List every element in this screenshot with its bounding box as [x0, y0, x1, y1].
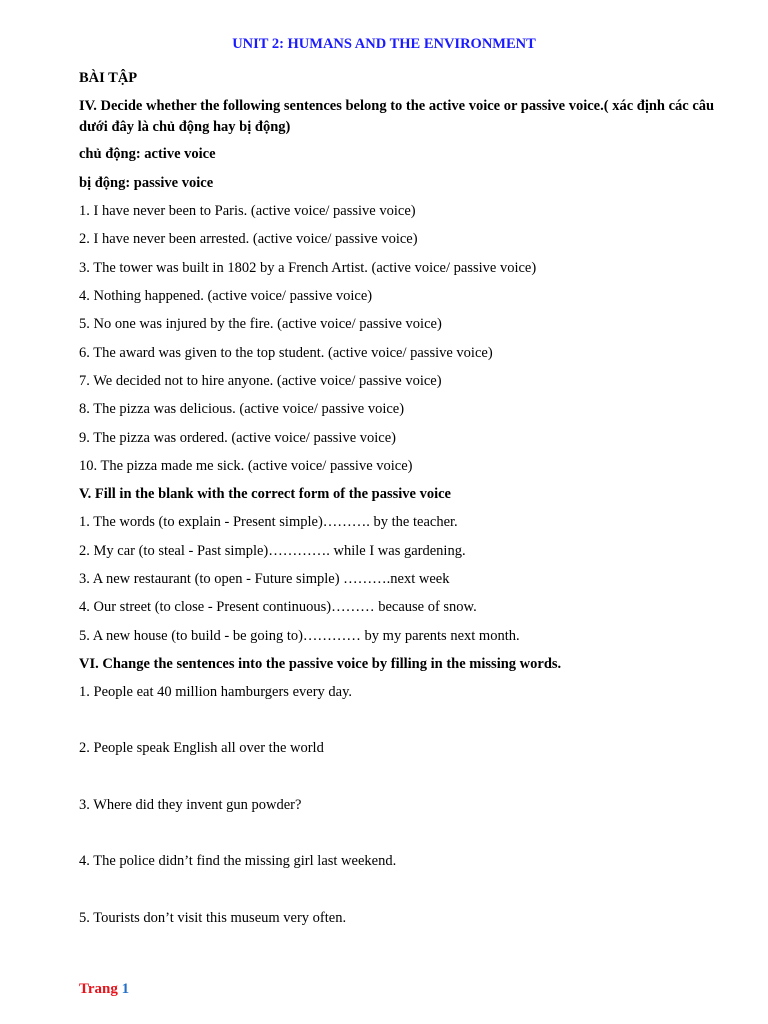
section-4-item: 6. The award was given to the top student. (active voice/ passive voice) — [79, 345, 493, 361]
legend-passive: bị động: passive voice — [79, 175, 214, 191]
section-5-item: 2. My car (to steal - Past simple)…………. while I was gardening. — [79, 543, 466, 559]
section-6-item: 3. Where did they invent gun powder? — [79, 797, 302, 813]
section-4-item: 9. The pizza was ordered. (active voice/ passive voice) — [79, 430, 396, 446]
section-6-item: 1. People eat 40 million hamburgers every day. — [79, 684, 353, 700]
section-5-heading: V. Fill in the blank with the correct form of the passive voice — [79, 486, 451, 502]
section-4-item: 10. The pizza made me sick. (active voice/ passive voice) — [79, 458, 413, 474]
exercise-heading: BÀI TẬP — [79, 70, 138, 86]
section-6-heading: VI. Change the sentences into the passive voice by filling in the missing words. — [79, 656, 562, 672]
section-4-item: 3. The tower was built in 1802 by a French Artist. (active voice/ passive voice) — [79, 260, 537, 276]
section-4-item: 5. No one was injured by the fire. (active voice/ passive voice) — [79, 316, 442, 332]
section-4-item: 2. I have never been arrested. (active voice/ passive voice) — [79, 231, 418, 247]
section-4-heading: IV. Decide whether the following sentences belong to the active voice or passive voice.( xác định các câu dưới đây là chủ động hay bị động) — [79, 98, 715, 135]
section-5-item: 1. The words (to explain - Present simple)………. by the teacher. — [79, 514, 458, 530]
section-6-item: 2. People speak English all over the world — [79, 740, 324, 756]
legend-active: chủ động: active voice — [79, 146, 216, 162]
section-4-item: 7. We decided not to hire anyone. (active voice/ passive voice) — [79, 373, 442, 389]
section-4-item: 8. The pizza was delicious. (active voice/ passive voice) — [79, 401, 405, 417]
section-5-item: 3. A new restaurant (to open - Future simple) ……….next week — [79, 571, 450, 587]
section-6-item: 5. Tourists don’t visit this museum very often. — [79, 910, 347, 926]
section-4-item: 1. I have never been to Paris. (active voice/ passive voice) — [79, 203, 416, 219]
page-label: Trang — [79, 981, 118, 997]
page-number: 1 — [121, 981, 130, 997]
page-footer — [79, 981, 129, 998]
section-5-item: 5. A new house (to build - be going to)………… by my parents next month. — [79, 628, 520, 644]
section-5-item: 4. Our street (to close - Present continuous)……… because of snow. — [79, 599, 477, 615]
unit-title: UNIT 2: HUMANS AND THE ENVIRONMENT — [232, 36, 536, 52]
section-4-item: 4. Nothing happened. (active voice/ passive voice) — [79, 288, 373, 304]
section-6-item: 4. The police didn’t find the missing girl last weekend. — [79, 853, 397, 869]
